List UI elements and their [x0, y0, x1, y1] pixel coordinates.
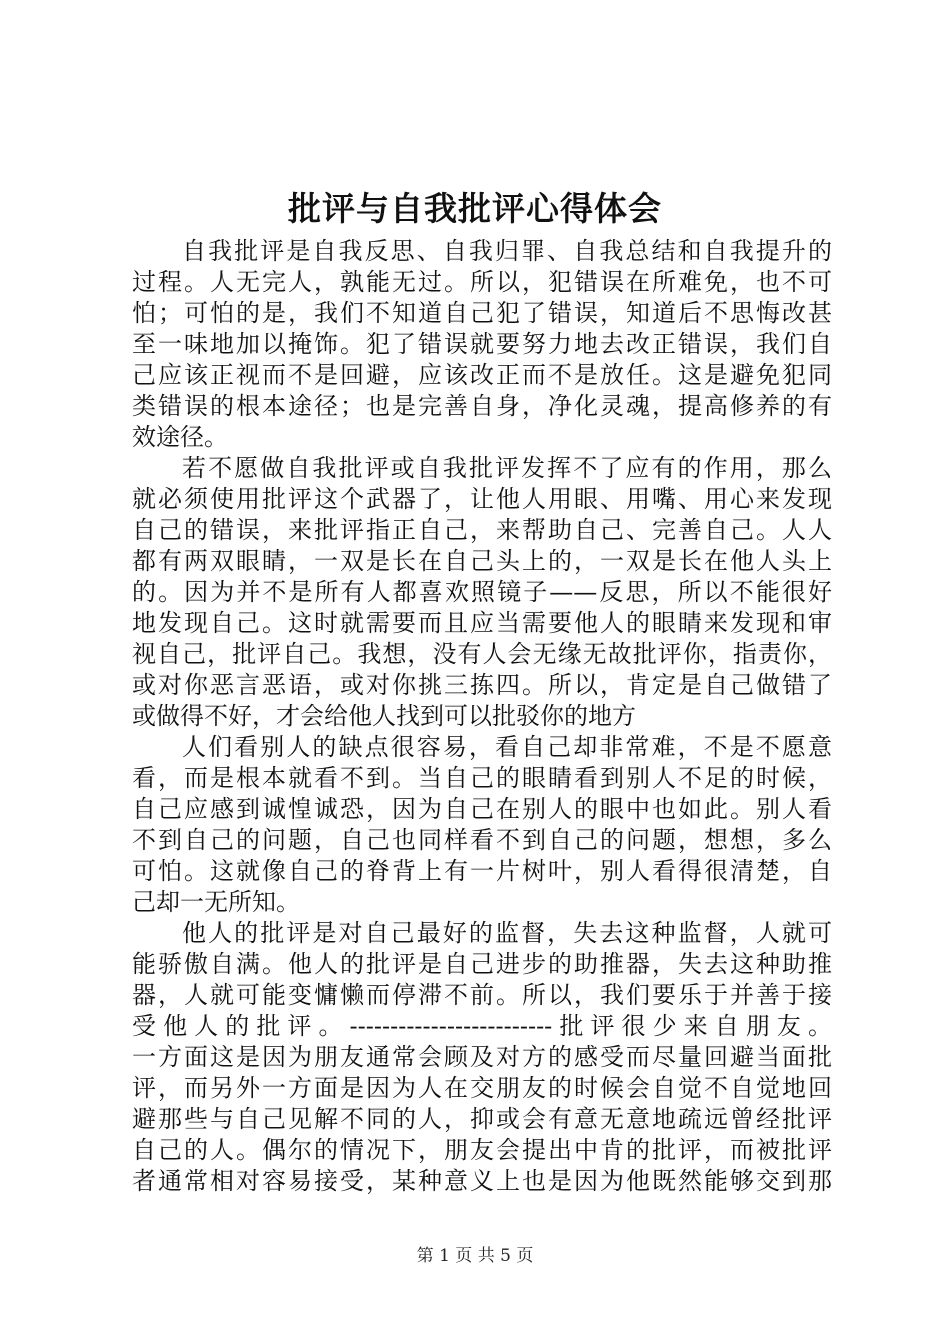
text-line: 视自己，批评自己。我想，没有人会无缘无故批评你，指责你， — [132, 640, 832, 668]
text-line: 就必须使用批评这个武器了，让他人用眼、用嘴、用心来发现 — [132, 485, 832, 513]
text-line: 自己的人。偶尔的情况下，朋友会提出中肯的批评，而被批评 — [132, 1136, 832, 1164]
text-line: 人们看别人的缺点很容易，看自己却非常难，不是不愿意 — [182, 733, 832, 761]
text-line: 自己的错误，来批评指正自己，来帮助自己、完善自己。人人 — [132, 516, 832, 544]
text-line: 他人的批评是对自己最好的监督，失去这种监督，人就可 — [182, 919, 832, 947]
text-line: 己应该正视而不是回避，应该改正而不是放任。这是避免犯同 — [132, 361, 832, 389]
text-line: 己却一无所知。 — [132, 888, 300, 916]
text-line: 效途径。 — [132, 423, 228, 451]
text-line: 能骄傲自满。他人的批评是自己进步的助推器，失去这种助推 — [132, 950, 832, 978]
text-line: 受他人的批评。-------------------------批评很少来自朋友。 — [132, 1012, 832, 1040]
document-title: 批评与自我批评心得体会 — [288, 189, 662, 228]
text-line: 自我批评是自我反思、自我归罪、自我总结和自我提升的 — [182, 237, 832, 265]
text-line: 不到自己的问题，自己也同样看不到自己的问题，想想，多么 — [132, 826, 832, 854]
text-line: 怕；可怕的是，我们不知道自己犯了错误，知道后不思悔改甚 — [132, 299, 832, 327]
text-line: 地发现自己。这时就需要而且应当需要他人的眼睛来发现和审 — [132, 609, 832, 637]
text-line: 者通常相对容易接受，某种意义上也是因为他既然能够交到那 — [132, 1167, 832, 1195]
text-line: 看，而是根本就看不到。当自己的眼睛看到别人不足的时候， — [132, 764, 832, 792]
text-line: 可怕。这就像自己的脊背上有一片树叶，别人看得很清楚，自 — [132, 857, 832, 885]
text-line: 评，而另外一方面是因为人在交朋友的时候会自觉不自觉地回 — [132, 1074, 832, 1102]
text-line: 自己应感到诚惶诚恐，因为自己在别人的眼中也如此。别人看 — [132, 795, 832, 823]
text-line: 或做得不好，才会给他人找到可以批驳你的地方 — [132, 702, 636, 730]
text-line: 的。因为并不是所有人都喜欢照镜子——反思，所以不能很好 — [132, 578, 832, 606]
text-line: 器，人就可能变慵懒而停滞不前。所以，我们要乐于并善于接 — [132, 981, 832, 1009]
text-line: 一方面这是因为朋友通常会顾及对方的感受而尽量回避当面批 — [132, 1043, 832, 1071]
text-line: 类错误的根本途径；也是完善自身，净化灵魂，提高修养的有 — [132, 392, 832, 420]
text-line: 避那些与自己见解不同的人，抑或会有意无意地疏远曾经批评 — [132, 1105, 832, 1133]
document-body — [132, 236, 832, 1197]
text-line: 或对你恶言恶语，或对你挑三拣四。所以，肯定是自己做错了 — [132, 671, 832, 699]
text-line: 都有两双眼睛，一双是长在自己头上的，一双是长在他人头上 — [132, 547, 832, 575]
text-line: 过程。人无完人，孰能无过。所以，犯错误在所难免，也不可 — [132, 268, 832, 296]
text-line: 至一味地加以掩饰。犯了错误就要努力地去改正错误，我们自 — [132, 330, 832, 358]
page-number-footer: 第 1 页 共 5 页 — [416, 1246, 534, 1266]
text-line: 若不愿做自我批评或自我批评发挥不了应有的作用，那么 — [182, 454, 832, 482]
